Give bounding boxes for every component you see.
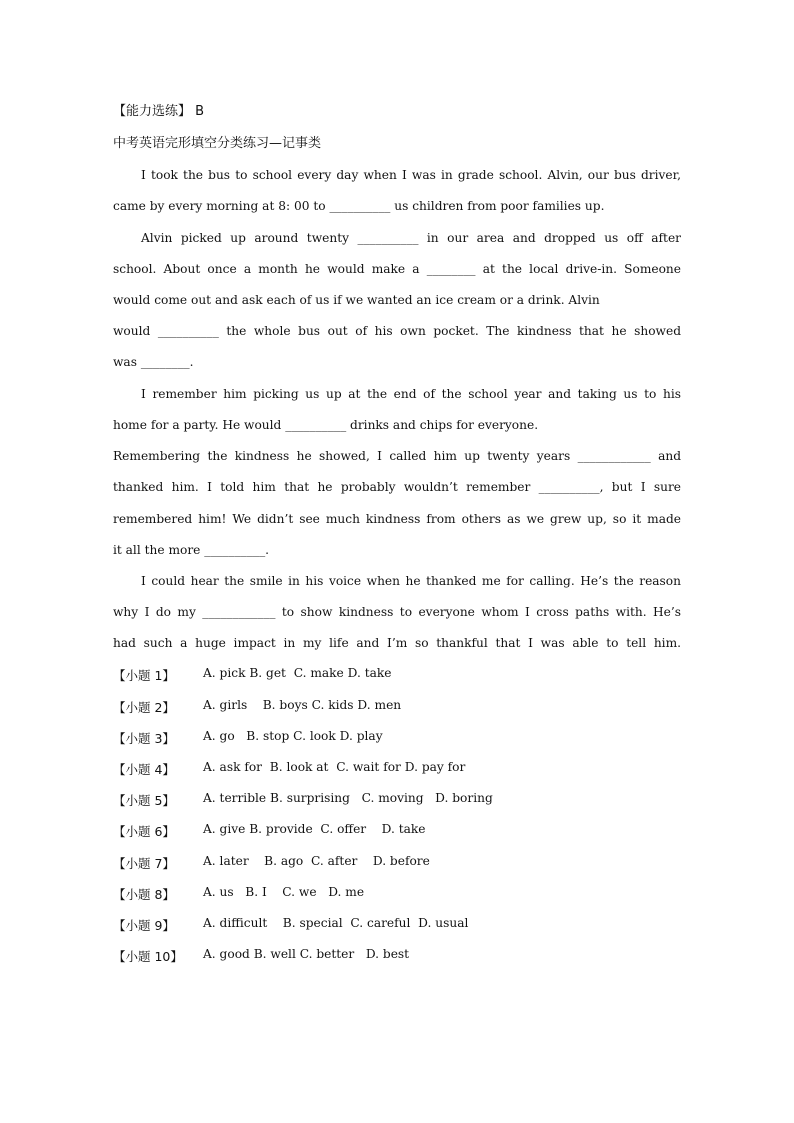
passage-line: school. About once a month he would make a ________ at the local drive-in. Someone [113,262,681,276]
page-title: 中考英语完形填空分类练习—记事类 [113,136,322,151]
passage-line: Alvin picked up around twenty __________ in our area and dropped us off after [141,231,681,245]
question-options: A. pick B. get C. make D. take [203,666,392,680]
question-label: 【小题 8】 [113,887,175,902]
passage-line: thanked him. I told him that he probably wouldn’t remember __________, but I sure [113,480,681,494]
question-options: A. us B. I C. we D. me [203,885,365,899]
passage-line: why I do my ____________ to show kindness to everyone whom I cross paths with. He’s [113,605,681,619]
passage-line: I remember him picking us up at the end of the school year and taking us to his [141,387,681,401]
question-options: A. ask for B. look at C. wait for D. pay for [203,760,466,774]
question-label: 【小题 9】 [113,918,175,933]
question-options: A. good B. well C. better D. best [203,947,410,961]
question-options: A. terrible B. surprising C. moving D. boring [203,791,493,805]
question-options: A. difficult B. special C. careful D. usual [203,916,469,930]
passage-line: would come out and ask each of us if we wanted an ice cream or a drink. Alvin [113,293,600,307]
passage-line: I took the bus to school every day when I was in grade school. Alvin, our bus driver, [141,168,681,182]
question-label: 【小题 7】 [113,856,175,871]
question-options: A. go B. stop C. look D. play [203,729,383,743]
section-label: 【能力选练】 B [113,104,205,119]
question-label: 【小题 2】 [113,700,175,715]
passage-line: it all the more __________. [113,543,270,557]
passage-line: remembered him! We didn’t see much kindness from others as we grew up, so it made [113,512,681,526]
passage-line: Remembering the kindness he showed, I called him up twenty years ____________ and [113,449,681,463]
question-label: 【小题 5】 [113,793,175,808]
question-options: A. give B. provide C. offer D. take [203,822,426,836]
question-options: A. later B. ago C. after D. before [203,854,430,868]
passage-line: came by every morning at 8: 00 to __________ us children from poor families up. [113,199,605,213]
question-label: 【小题 10】 [113,949,183,964]
passage-line: I could hear the smile in his voice when he thanked me for calling. He’s the reason [141,574,681,588]
question-options: A. girls B. boys C. kids D. men [203,698,402,712]
passage-line: had such a huge impact in my life and I’m so thankful that I was able to tell him. [113,636,681,650]
passage-line: was ________. [113,355,194,369]
passage-line: home for a party. He would __________ drinks and chips for everyone. [113,418,539,432]
question-label: 【小题 6】 [113,824,175,839]
question-label: 【小题 3】 [113,731,175,746]
passage-line: would __________ the whole bus out of his own pocket. The kindness that he showed [113,324,681,338]
question-label: 【小题 4】 [113,762,175,777]
question-label: 【小题 1】 [113,668,175,683]
